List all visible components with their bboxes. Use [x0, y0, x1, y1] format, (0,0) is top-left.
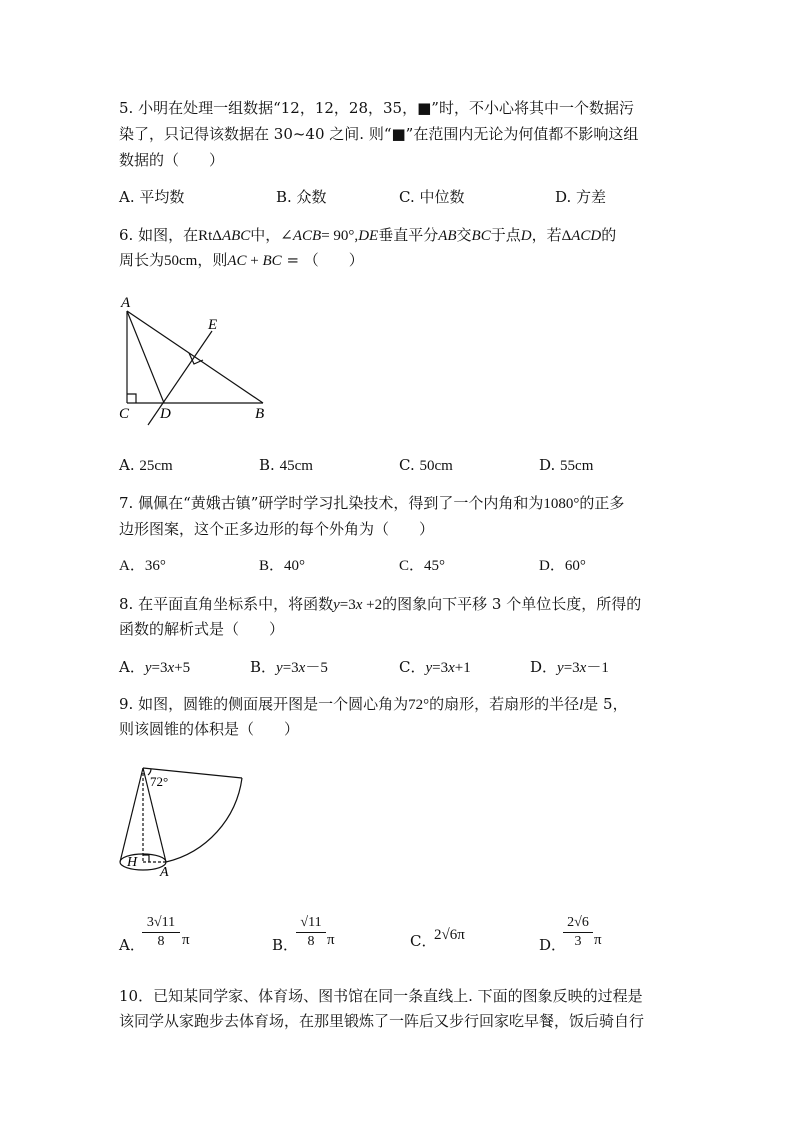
q7-option-b: B．40°	[259, 558, 306, 574]
q6-option-b: B. 45cm	[259, 456, 313, 474]
q8-stem-line2: 函数的解析式是（ ）	[119, 620, 285, 638]
cone-right-angle	[143, 855, 149, 862]
q5-option-b: B. 众数	[276, 188, 327, 206]
label-c: C	[119, 406, 130, 422]
q5-option-c: C. 中位数	[399, 188, 465, 206]
q5-stem-line2: 染了，只记得该数据在 30~40 之间. 则“■”在范围内无论为何值都不影响这组	[119, 125, 639, 143]
cone-slant-left	[120, 768, 143, 862]
q9-option-c: C．	[410, 932, 437, 950]
q7-option-a: A．36°	[119, 558, 166, 574]
q9-option-c-expr: 2√6π	[434, 927, 465, 943]
q10-stem-line2: 该同学从家跑步去体育场，在那里锻炼了一阵后又步行回家吃早餐，饭后骑自行	[119, 1012, 645, 1030]
q9-option-d-pi: π	[594, 932, 602, 948]
q8-stem-line1: 8. 在平面直角坐标系中，将函数y=3x +2的图象向下平移 3 个单位长度，所得的	[119, 595, 642, 613]
label-d: D	[160, 406, 171, 422]
q5-option-a: A. 平均数	[119, 188, 185, 206]
q8-option-a: A．y=3x+5	[119, 658, 191, 676]
q9-option-d: D．	[539, 936, 567, 954]
q9-option-a-fraction: $\frac{3√11}{8}$	[142, 914, 180, 951]
q9-option-a: A．	[119, 936, 145, 954]
label-b: B	[255, 406, 265, 422]
sector-arc	[166, 778, 242, 862]
q7-stem-line2: 边形图案，这个正多边形的每个外角为（ ）	[119, 520, 435, 538]
q6-option-d: D. 55cm	[539, 456, 594, 474]
label-a-cone: A	[160, 865, 169, 880]
q8-option-d: D．y=3x－1	[530, 658, 609, 676]
q9-option-b-pi: π	[327, 932, 335, 948]
q9-stem-line1: 9. 如图，圆锥的侧面展开图是一个圆心角为72°的扇形，若扇形的半径l是 5，	[119, 695, 628, 713]
label-a: A	[121, 295, 131, 311]
q6-option-c: C. 50cm	[399, 456, 453, 474]
q6-stem-line1: 6. 如图，在RtΔABC中，∠ACB= 90°,DE垂直平分AB交BC于点D，若ΔACD的	[119, 226, 617, 244]
label-e: E	[208, 317, 218, 333]
q5-stem-line3: 数据的（ ）	[119, 151, 225, 169]
q9-option-a-pi: π	[182, 932, 190, 948]
q7-option-d: D．60°	[539, 558, 586, 574]
q8-option-c: C．y=3x+1	[399, 658, 471, 676]
q5-stem-line1: 5. 小明在处理一组数据“12，12，28，35，■”时，不小心将其中一个数据污	[119, 99, 634, 117]
q9-option-d-fraction: $\frac{2√6}{3}$	[563, 914, 593, 951]
q6-option-a: A. 25cm	[119, 456, 173, 474]
q5-option-d: D. 方差	[555, 188, 607, 206]
q9-stem-line2: 则该圆锥的体积是（ ）	[119, 720, 300, 738]
q7-stem-line1: 7. 佩佩在“黄娥古镇”研学时学习扎染技术，得到了一个内角和为1080°的正多	[119, 494, 625, 512]
q6-stem-line2: 周长为50cm，则AC + BC = （ ）	[119, 251, 364, 269]
q10-stem-line1: 10．已知某同学家、体育场、图书馆在同一条直线上. 下面的图象反映的过程是	[119, 987, 643, 1005]
q9-option-b: B．	[272, 936, 299, 954]
label-h: H	[127, 855, 138, 870]
q8-option-b: B．y=3x－5	[250, 658, 328, 676]
label-72: 72°	[150, 774, 169, 789]
q9-option-b-fraction: $\frac{√11}{8}$	[296, 914, 326, 951]
q7-option-c: C．45°	[399, 558, 446, 574]
